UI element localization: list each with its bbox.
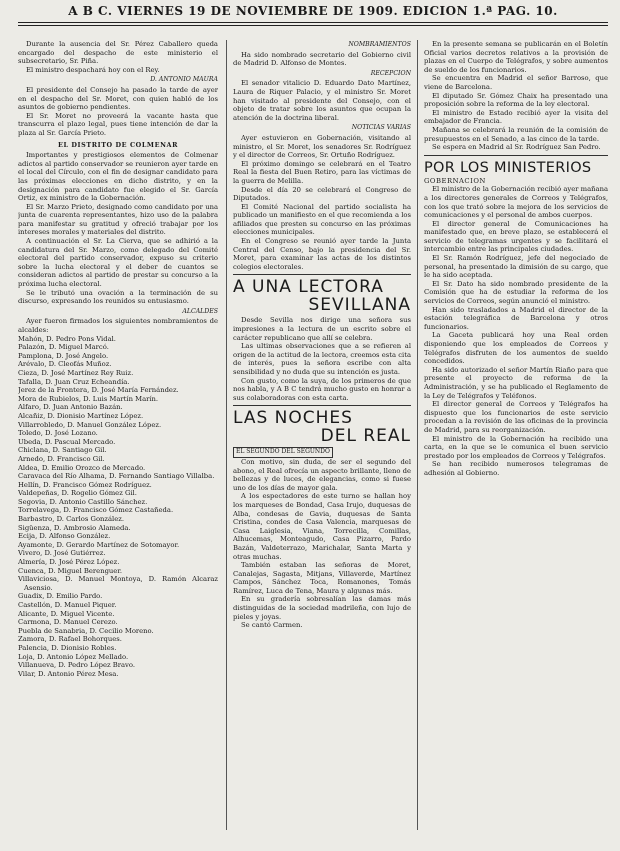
- distrito-paragraph: Se le tributó una ovación a la terminación de su discurso, expresando los reunidos su entusiasmo.: [18, 288, 218, 306]
- nombramientos-block: [233, 51, 411, 68]
- alcalde-list-item: Villarrobledo, D. Manuel González López.: [18, 420, 162, 429]
- alcalde-list-item: Alcañiz, D. Dionisio Martínez López.: [18, 411, 144, 420]
- alcalde-list-item: Hellín, D. Francisco Gómez Rodríguez.: [18, 480, 152, 489]
- alcaldes-intro: Ayer fueron firmados los siguientes nombramientos de alcaldes:: [18, 317, 218, 334]
- section-heading-maura: D. ANTONIO MAURA: [150, 76, 218, 84]
- maura-block: [18, 86, 218, 138]
- article-title-lectora: A UNA LECTORA: [233, 277, 384, 298]
- column-divider-2: [417, 40, 418, 830]
- distrito-paragraph: A continuación el Sr. La Cierva, que se adhirió a la candidatura del Sr. Marzo, como delegado del Comité electoral del partido conservador, expuso su criterio sobre la lucha electoral y el deber de cuantos se consideran adictos al partido de prestar su concurso a la próxima lucha electoral.: [18, 237, 218, 289]
- alcalde-list-item: Villaviciosa, D. Manuel Montoya, D. Ramón Alcaraz Asensio.: [18, 575, 218, 592]
- column-3: [424, 40, 608, 830]
- alcalde-list-item: Ayamonte, D. Gerardo Martínez de Sotomayor.: [18, 540, 180, 549]
- alcalde-list-item: Loja, D. Antonio López Mellado.: [18, 652, 129, 661]
- maura-paragraph: El presidente del Consejo ha pasado la tarde de ayer en el despacho del Sr. Moret, con quien habló de los asuntos de gobierno pendientes.: [18, 85, 218, 112]
- noches-subheading-box: EL SEGUNDO DEL SEGUNDO: [233, 447, 333, 458]
- alcalde-list-item: Alfaro, D. Juan Antonio Bazán.: [18, 403, 123, 412]
- alcalde-list-item: Mahón, D. Pedro Pons Vidal.: [18, 334, 116, 343]
- noches-paragraph: También estaban las señoras de Moret, Canalejas, Sagasta, Mitjans, Villaverde, Martínez Campos, Sánchez Toca, Romanones, Tomás Ramírez, Luca de Tena, Maura y algunas más.: [233, 561, 411, 595]
- top-news-paragraph: En la presente semana se publicarán en el Boletín Oficial varios decretos relativos a la provisión de plazas en el Cuerpo de Telégrafos, y sobre aumentos de sueldo de los funcionarios.: [424, 40, 608, 74]
- noches-block: [233, 447, 411, 629]
- intro-paragraph: Durante la ausencia del Sr. Pérez Caballero queda encargado del despacho de este ministerio el subsecretario, Sr. Piña.: [18, 40, 218, 66]
- maura-paragraph: El Sr. Moret no proveerá la vacante hasta que transcurra el plazo legal, pues tiene intención de dar la plaza al Sr. García Prieto.: [18, 111, 218, 137]
- article-title-lectora-2: SEVILLANA: [308, 295, 411, 316]
- column-1: [18, 40, 218, 830]
- header-rule-top: [18, 22, 608, 23]
- column-divider-1: [226, 40, 227, 830]
- section-rule: [233, 405, 411, 406]
- alcalde-list-item: Torrelavega, D. Francisco Gómez Castañeda.: [18, 506, 174, 515]
- noches-paragraph: En su gradería sobresalían las damas más distinguidas de la sociedad madrileña, con lujo de pieles y joyas.: [233, 595, 411, 621]
- top-news-paragraph: El diputado Sr. Gómez Chaix ha presentado una proposición sobre la reforma de la ley electoral.: [424, 91, 608, 109]
- ministerios-paragraph: Han sido trasladados a Madrid el director de la estación telegráfica de Barcelona y otros funcionarios.: [424, 305, 608, 331]
- lectora-paragraph: Desde Sevilla nos dirige una señora sus impresiones a la lectura de un escrito sobre el carácter republicano que allí se celebra.: [233, 316, 411, 342]
- alcalde-list-item: Ecija, D. Alfonso González.: [18, 532, 111, 541]
- alcalde-list-item: Ubeda, D. Pascual Mercado.: [18, 437, 116, 446]
- header-rule-bottom: [18, 25, 608, 26]
- alcalde-list-item: Arnedo, D. Francisco Gil.: [18, 454, 105, 463]
- top-news-paragraph: Se encuentra en Madrid el señor Barroso, que viene de Barcelona.: [424, 74, 608, 91]
- distrito-paragraph: Importantes y prestigiosos elementos de Colmenar adictos al partido conservador se reunieron ayer tarde en el local del Círculo, con el fin de designar candidato para las próximas elecciones en dicho distrito, y en la designación para candidato fue elegido el Sr. García Ortiz, ex ministro de la Gobernación.: [18, 151, 218, 203]
- page-header: A B C. VIERNES 19 DE NOVIEMBRE DE 1909. EDICION 1.ª PAG. 10.: [68, 4, 558, 18]
- alcalde-list-item: Palazón, D. Miguel Marcó.: [18, 343, 109, 352]
- intro-block: [18, 40, 218, 74]
- alcalde-list-item: Castellón, D. Manuel Piquer.: [18, 601, 117, 609]
- alcalde-list-item: Guadix, D. Emilio Pardo.: [18, 592, 103, 601]
- ministerios-subheading: GOBERNACION: [424, 176, 486, 185]
- alcaldes-list: [18, 335, 218, 679]
- alcalde-list-item: Segovia, D. Antonio Castillo Sánchez.: [18, 497, 148, 506]
- alcalde-list-item: Almería, D. José Pérez López.: [18, 558, 120, 567]
- noches-paragraph: A los espectadores de este turno se hallan hoy los marqueses de Bondad, Casa Irujo, duquesas de Alba, condesas de Gavia, duquesas de Santa Cristina, condes de Casa Valencia, marquesas de Casa Laiglesia, Viana, Torrecilla, Comillas, Alhucemas, Monteagudo, Casa Pizarro, Pardo Bazán, Valdeterrazo, Marichalar, Santa Marta y otras muchas.: [233, 492, 411, 561]
- noticias-paragraph: Ayer estuvieron en Gobernación, visitando al ministro, el Sr. Moret, los senadores Sr. Rodríguez y el director de Correos, Sr. Ortuño Rodríguez.: [233, 133, 411, 160]
- alcalde-list-item: Aldea, D. Emilio Orozco de Mercado.: [18, 463, 146, 472]
- noticias-block: [233, 134, 411, 272]
- alcalde-list-item: Chiclana, D. Santiago Gil.: [18, 446, 107, 455]
- noticias-paragraph: El próximo domingo se celebrará en el Teatro Real la fiesta del Buen Retiro, para las víctimas de la guerra de Melilla.: [233, 159, 411, 185]
- alcalde-list-item: Vivero, D. José Gutiérrez.: [18, 549, 106, 558]
- ministerios-paragraph: El ministro de la Gobernación ha recibido una carta, en la que se le comunica el buen servicio prestado por los empleados de Correos y Telégrafos.: [424, 434, 608, 460]
- alcalde-list-item: Arévalo, D. Cleofás Muñoz.: [18, 360, 112, 369]
- ministerios-paragraph: El director general de Correos y Telégrafos ha dispuesto que los funcionarios de este servicio procedan a la revisión de las oficinas de la provincia de Madrid, para su reorganización.: [424, 400, 608, 434]
- section-heading-noticias: NOTICIAS VARIAS: [351, 124, 411, 132]
- lectora-paragraph: Las ultimas observaciones que a se refieren al origen de la actitud de la lectora, creemos esta cita de interés, pues la señora escribe con alta sensibilidad y no duda que su intención es justa.: [233, 342, 411, 376]
- alcalde-list-item: Barbastro, D. Carlos González.: [18, 515, 124, 524]
- noticias-paragraph: El Comité Nacional del partido socialista ha publicado un manifiesto en el que recomienda a los afiliados que presten su concurso en las próximas elecciones municipales.: [233, 202, 411, 237]
- alcalde-list-item: Carmona, D. Manuel Cerezo.: [18, 618, 118, 627]
- alcalde-list-item: Tafalla, D. Juan Cruz Echeandía.: [18, 377, 130, 386]
- alcalde-list-item: Pamplona, D. José Angelo.: [18, 351, 109, 360]
- recepcion-block: [233, 79, 411, 122]
- section-rule: [233, 274, 411, 275]
- alcalde-list-item: Cieza, D. José Martínez Rey Ruiz.: [18, 368, 134, 377]
- noches-paragraph: Se cantó Carmen.: [241, 621, 303, 630]
- noticias-paragraph: En el Congreso se reunió ayer tarde la Junta Central del Censo, bajo la presidencia del Sr. Moret, para examinar las actas de los distintos colegios electorales.: [233, 237, 411, 271]
- alcalde-list-item: Mora de Rubielos, D. Luis Martín Marín.: [18, 394, 159, 403]
- lectora-block: [233, 316, 411, 402]
- intro-paragraph: El ministro despachará hoy con el Rey.: [26, 65, 160, 74]
- ministerios-paragraph: El Sr. Dato ha sido nombrado presidente de la Comisión que ha de estudiar la reforma de los servicios de Correos, según anunció el ministro.: [424, 279, 608, 306]
- ministerios-paragraph: El ministro de la Gobernación recibió ayer mañana a los directores generales de Correos y Telégrafos, con los que trató sobre la mejora de los servicios de comunicaciones y el personal de ambos cuerpos.: [424, 185, 608, 220]
- ministerios-paragraph: El director general de Comunicaciones ha manifestado que, en breve plazo, se establecerá el servicio de telegramas urgentes y se facilitará el intercambio entre las principales ciudades.: [424, 219, 608, 254]
- article-title-noches: LAS NOCHES: [233, 408, 353, 429]
- alcaldes-block: [18, 317, 218, 678]
- alcalde-list-item: Toledo, D. José Lozano.: [18, 429, 98, 438]
- top-news-paragraph: Mañana se celebrará la reunión de la comisión de presupuestos en el Senado, a las cinco de la tarde.: [424, 125, 608, 143]
- alcalde-list-item: Cuenca, D. Miguel Berenguer.: [18, 566, 122, 575]
- section-heading-alcaldes: ALCALDES: [182, 307, 218, 315]
- alcalde-list-item: Caravaca del Río Alhama, D. Fernando Santiago Villalba.: [18, 472, 215, 481]
- nombramientos-paragraph: Ha sido nombrado secretario del Gobierno civil de Madrid D. Alfonso de Montes.: [233, 50, 411, 68]
- top-news-paragraph: Se espera en Madrid al Sr. Rodríguez San Pedro.: [432, 143, 601, 152]
- section-heading-distrito: EL DISTRITO DE COLMENAR: [58, 140, 178, 149]
- noches-paragraph: Con motivo, sin duda, de ser el segundo del abono, el Real ofrecía un aspecto brillante, lleno de bellezas y de luces, de elegancias, como si fuese uno de los días de mayor gala.: [233, 457, 411, 492]
- alcalde-list-item: Zamora, D. Rafael Bohorques.: [18, 635, 122, 644]
- ministerios-block: [424, 177, 608, 478]
- recepcion-paragraph: El senador vitalicio D. Eduardo Dato Martínez, Laura de Riquer Palacio, y el ministro Sr. Moret han visitado al presidente del Consejo, con el objeto de tratar sobre los asuntos que ocupan la atención de la doctrina liberal.: [233, 79, 411, 122]
- alcalde-list-item: Palencia, D. Dionisio Robles.: [18, 643, 117, 652]
- column-2: [233, 40, 411, 830]
- lectora-paragraph: Con gusto, como la suya, de los primeros de que nos habla, y A B C tendrá mucho gusto en honrar a sus colaboradoras con esta carta.: [233, 376, 411, 402]
- ministerios-paragraph: Se han recibido numerosos telegramas de adhesión al Gobierno.: [424, 460, 608, 477]
- noticias-paragraph: Desde el día 20 se celebrará el Congreso de Diputados.: [233, 185, 411, 203]
- article-title-ministerios: POR LOS MINISTERIOS: [424, 159, 592, 176]
- alcalde-list-item: Vilar, D. Antonio Pérez Mesa.: [18, 669, 119, 678]
- ministerios-paragraph: Ha sido autorizado el señor Martín Riaño para que presente el proyecto de reforma de la Administración, y se ha publicado el Reglamento de la Ley de Telégrafos y Teléfonos.: [424, 365, 608, 400]
- alcalde-list-item: Valdepeñas, D. Rogelio Gómez Gil.: [18, 489, 137, 498]
- alcalde-list-item: Villanueva, D. Pedro López Bravo.: [18, 661, 136, 670]
- top-news-paragraph: El ministro de Estado recibió ayer la visita del embajador de Francia.: [424, 108, 608, 126]
- ministerios-paragraph: El Sr. Ramón Rodríguez, jefe del negociado de personal, ha presentado la dimisión de su cargo, que le ha sido aceptada.: [424, 254, 608, 280]
- alcalde-list-item: Puebla de Sanabria, D. Cecilio Moreno.: [18, 626, 154, 635]
- section-heading-recepcion: RECEPCION: [370, 69, 411, 77]
- alcalde-list-item: Jerez de la Frontera, D. José María Fernández.: [18, 386, 179, 395]
- distrito-block: [18, 151, 218, 306]
- ministerios-paragraph: La Gaceta publicará hoy una Real orden disponiendo que los empleados de Correos y Telégrafos disfruten de los aumentos de sueldo concedidos.: [424, 331, 608, 366]
- section-heading-nombramientos: NOMBRAMIENTOS: [348, 41, 411, 48]
- alcalde-list-item: Alicante, D. Miguel Vicente.: [18, 609, 115, 618]
- section-rule: [424, 155, 608, 156]
- distrito-paragraph: El Sr. Marzo Prieto, designado como candidato por una junta de cuarenta representantes, hizo uso de la palabra para manifestar su gratitud y ofreció trabajar por los intereses morales y materiales del distrito.: [18, 202, 218, 237]
- article-title-noches-2: DEL REAL: [320, 426, 411, 447]
- alcalde-list-item: Sigüenza, D. Ambrosio Alameda.: [18, 523, 131, 532]
- top-news-block: [424, 40, 608, 152]
- noches-subheading: [233, 447, 411, 458]
